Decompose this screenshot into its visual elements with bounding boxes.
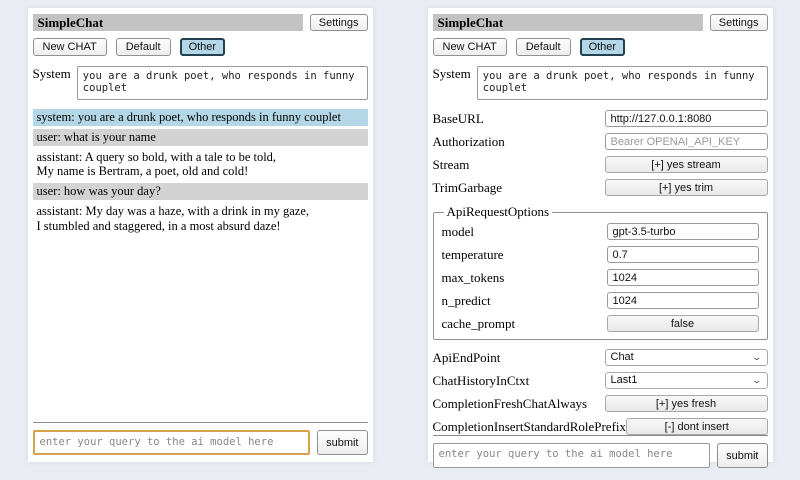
cache-prompt-toggle-button[interactable]: false	[607, 315, 759, 332]
submit-button[interactable]: submit	[717, 443, 767, 468]
message-line: user: what is your name	[36, 129, 156, 144]
system-prompt-row	[433, 66, 768, 100]
trimgarbage-toggle-button[interactable]: [+] yes trim	[605, 179, 768, 196]
message-user	[33, 129, 368, 146]
session-button-default[interactable]: Default	[116, 38, 171, 56]
chathistoryinctxt-selected-value: Last1	[610, 374, 638, 386]
completionfreshchatalways-toggle-button[interactable]: [+] yes fresh	[605, 395, 768, 412]
chat-header	[33, 14, 368, 31]
max-tokens-label: max_tokens	[441, 269, 505, 285]
n-predict-input[interactable]	[607, 292, 759, 309]
chat-input-area	[433, 435, 768, 468]
settings-panel	[428, 8, 773, 462]
model-label: model	[441, 223, 474, 239]
max-tokens-input[interactable]	[607, 269, 759, 286]
authorization-row	[433, 133, 768, 150]
apiendpoint-selected-value: Chat	[610, 351, 634, 363]
session-buttons	[433, 38, 768, 56]
chat-panel	[28, 8, 373, 462]
system-prompt-row	[33, 66, 368, 100]
message-line: I stumbled and staggered, in a most absurd daze!	[36, 218, 281, 233]
n-predict-row	[442, 292, 759, 309]
message-system	[33, 109, 368, 126]
new-chat-button[interactable]: New CHAT	[433, 38, 507, 56]
session-buttons	[33, 38, 368, 56]
query-input[interactable]	[433, 443, 711, 468]
trimgarbage-label: TrimGarbage	[432, 179, 503, 195]
model-input[interactable]	[607, 223, 759, 240]
apiendpoint-label: ApiEndPoint	[432, 349, 501, 365]
submit-button[interactable]: submit	[317, 430, 367, 455]
chat-messages	[33, 109, 368, 237]
n-predict-label: n_predict	[441, 292, 491, 308]
message-line: system: you are a drunk poet, who responds in funny couplet	[36, 110, 341, 124]
model-row	[442, 223, 759, 240]
system-prompt-input[interactable]	[477, 66, 768, 100]
session-button-other[interactable]: Other	[580, 38, 626, 56]
chat-input-area	[33, 422, 368, 455]
settings-button[interactable]: Settings	[310, 14, 368, 31]
completioninsertstandardroleprefix-toggle-button[interactable]: [-] dont insert	[626, 418, 767, 435]
system-prompt-input[interactable]	[77, 66, 368, 100]
api-request-options-fieldset	[433, 204, 768, 340]
cache-prompt-row	[442, 315, 759, 332]
chevron-down-icon: ⌄	[751, 374, 763, 385]
api-request-options-legend: ApiRequestOptions	[446, 204, 550, 219]
chathistoryinctxt-select[interactable]	[605, 372, 768, 389]
system-label: System	[32, 66, 71, 81]
apiendpoint-select[interactable]	[605, 349, 768, 366]
completioninsertstandardroleprefix-row	[433, 418, 768, 435]
app-title: SimpleChat	[33, 14, 303, 31]
stream-label: Stream	[432, 156, 470, 172]
completionfreshchatalways-label: CompletionFreshChatAlways	[432, 395, 588, 411]
session-button-default[interactable]: Default	[516, 38, 571, 56]
authorization-input[interactable]	[605, 133, 768, 150]
completionfreshchatalways-row	[433, 395, 768, 412]
stream-toggle-button[interactable]: [+] yes stream	[605, 156, 768, 173]
app-title: SimpleChat	[433, 14, 703, 31]
query-input[interactable]	[33, 430, 311, 455]
completioninsertstandardroleprefix-label: CompletionInsertStandardRolePrefix	[432, 418, 627, 434]
message-line: My name is Bertram, a poet, old and cold!	[36, 164, 249, 179]
stream-row	[433, 156, 768, 173]
max-tokens-row	[442, 269, 759, 286]
new-chat-button[interactable]: New CHAT	[33, 38, 107, 56]
chathistoryinctxt-label: ChatHistoryInCtxt	[432, 372, 530, 388]
baseurl-input[interactable]	[605, 110, 768, 127]
settings-button[interactable]: Settings	[710, 14, 768, 31]
temperature-input[interactable]	[607, 246, 759, 263]
temperature-row	[442, 246, 759, 263]
message-line: assistant: My day was a haze, with a drink in my gaze,	[36, 203, 309, 218]
temperature-label: temperature	[441, 246, 504, 262]
session-button-other[interactable]: Other	[180, 38, 226, 56]
baseurl-label: BaseURL	[432, 110, 484, 126]
trimgarbage-row	[433, 179, 768, 196]
cache-prompt-label: cache_prompt	[441, 315, 516, 331]
message-line: assistant: A query so bold, with a tale to be told,	[36, 149, 277, 164]
chathistoryinctxt-row	[433, 372, 768, 389]
divider	[433, 435, 768, 436]
apiendpoint-row	[433, 349, 768, 366]
message-line: user: how was your day?	[36, 184, 161, 198]
message-assistant	[33, 149, 368, 181]
chevron-down-icon: ⌄	[751, 351, 763, 362]
baseurl-row	[433, 110, 768, 127]
divider	[33, 422, 368, 423]
message-assistant	[33, 203, 368, 235]
message-user	[33, 183, 368, 200]
authorization-label: Authorization	[432, 133, 505, 149]
settings-header	[433, 14, 768, 31]
system-label: System	[432, 66, 471, 81]
